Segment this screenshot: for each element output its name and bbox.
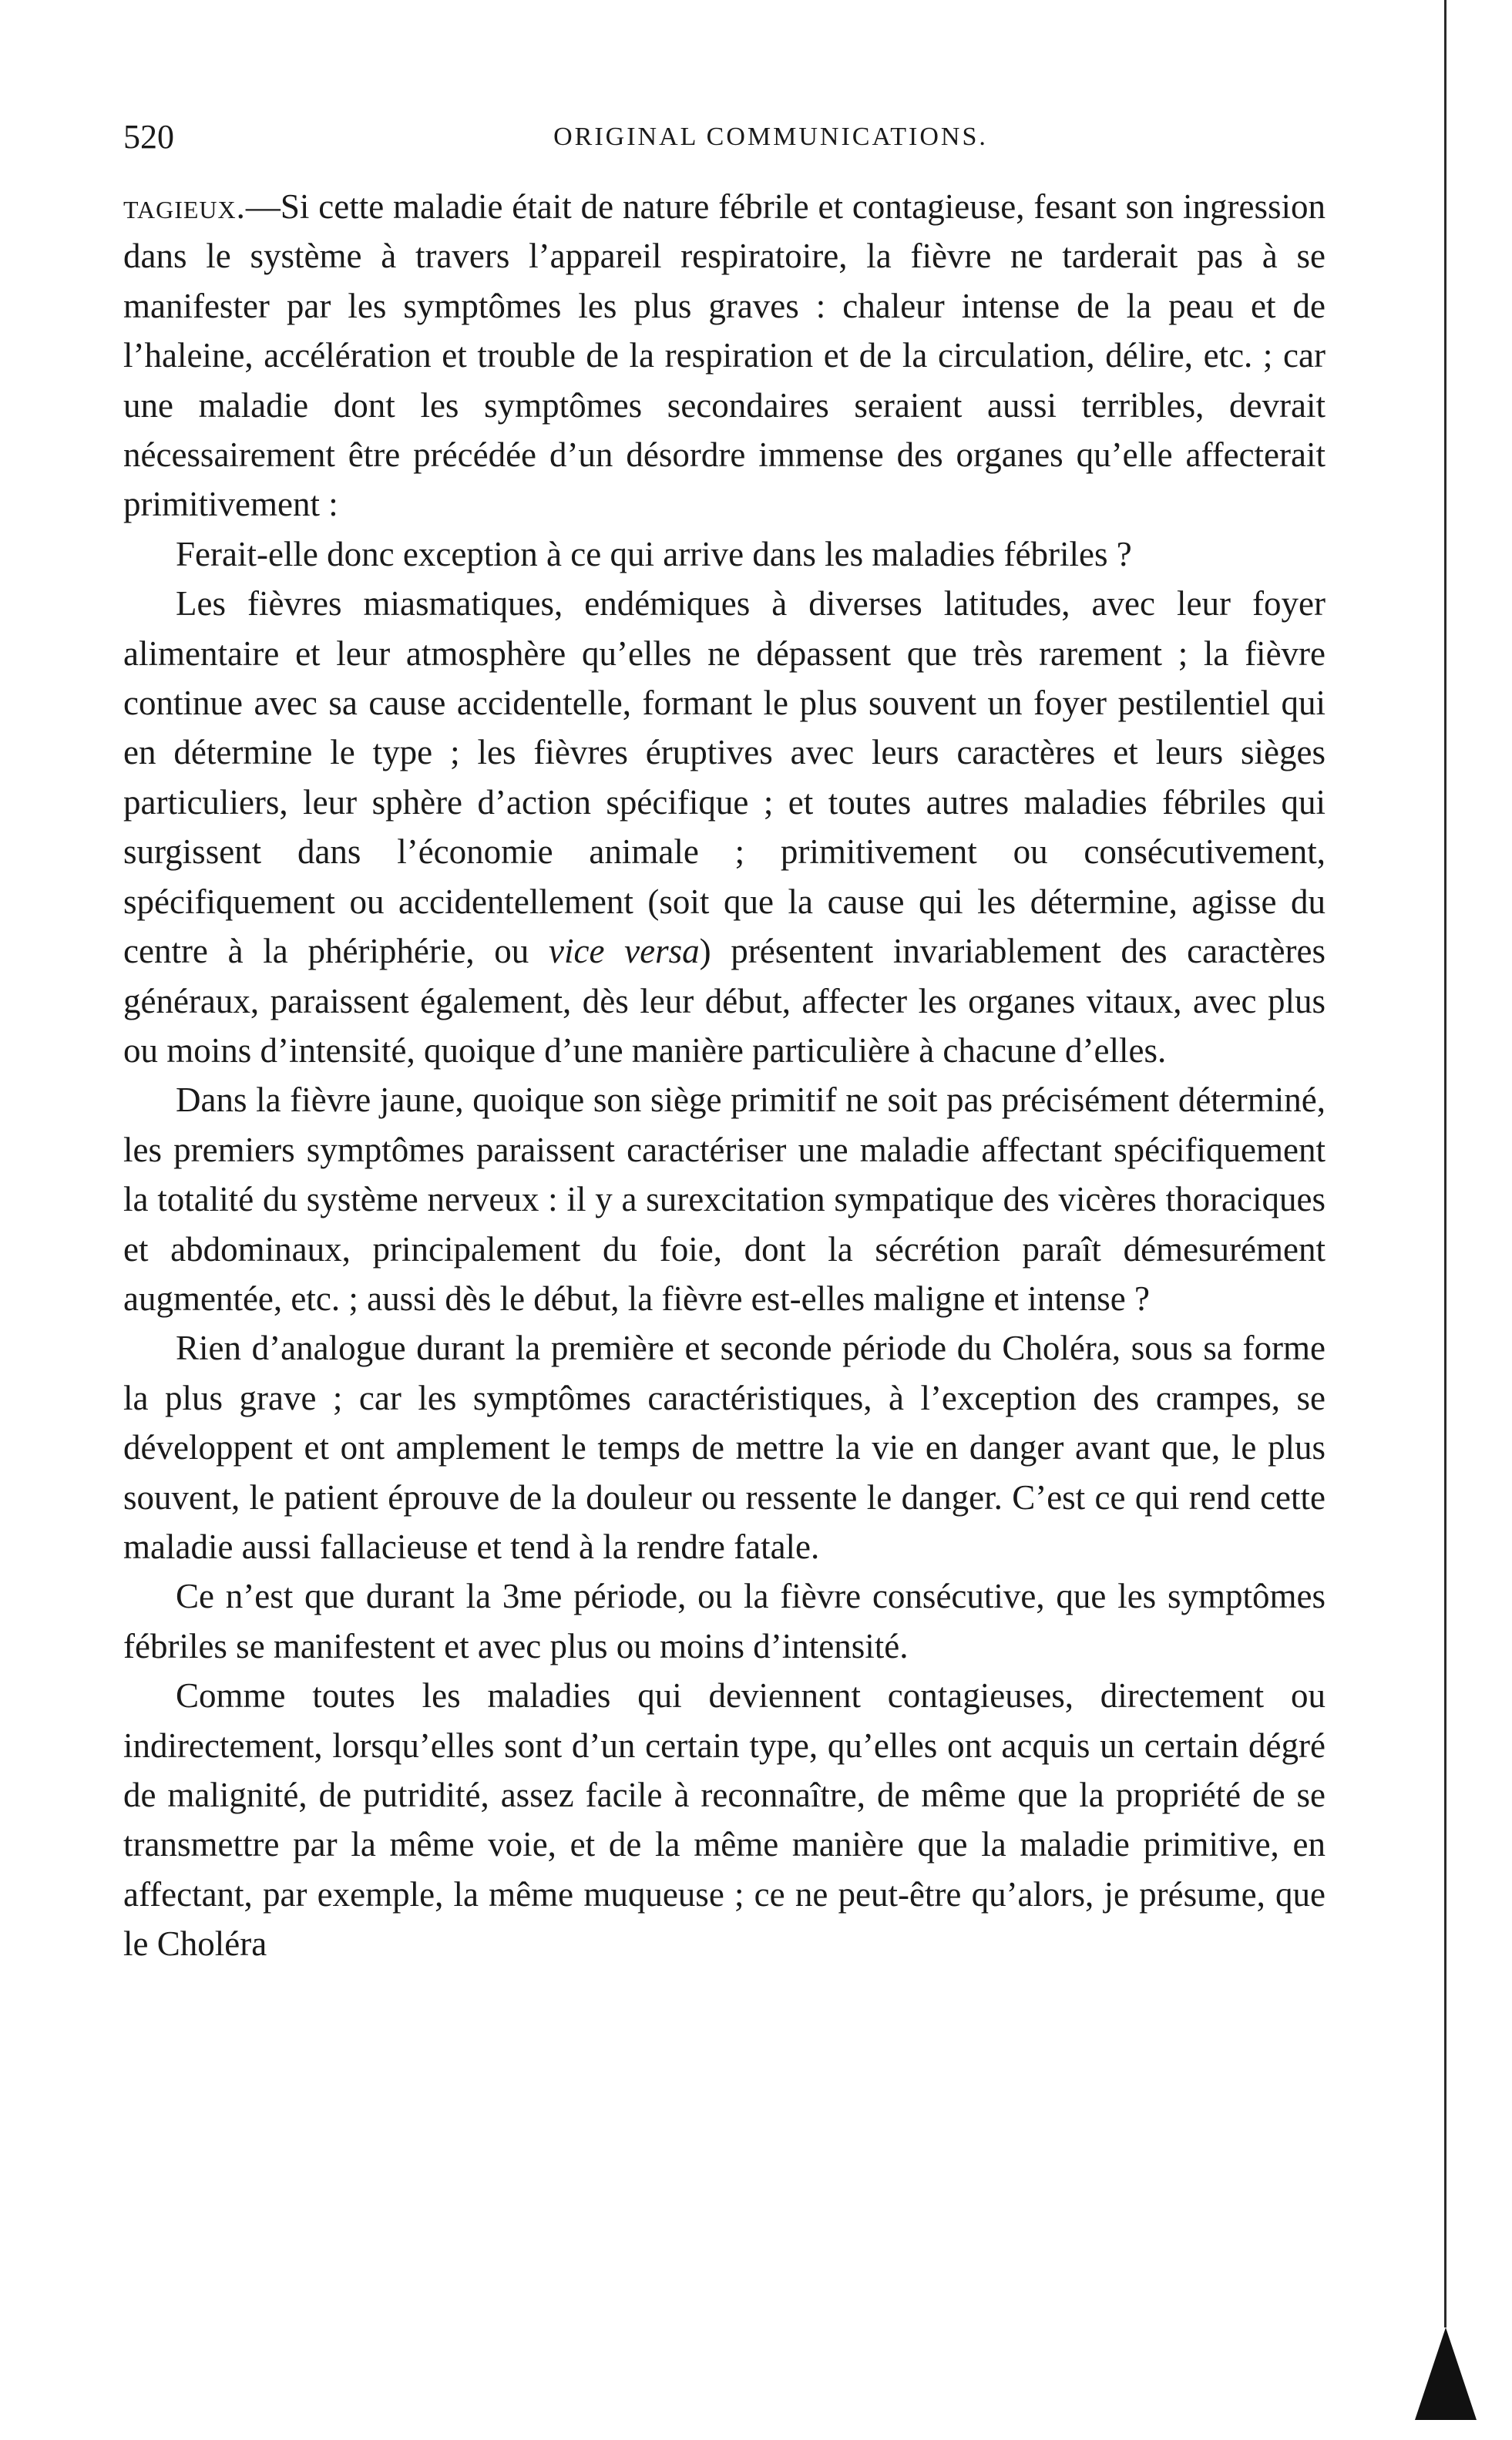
paragraph-4: Dans la fièvre jaune, quoique son siège primitif ne soit pas précisément déterminé, les premiers symptômes paraissent caractériser une maladie affectant spécifiquement la totalité du système nerveux : il y a surexcitation sympatique des vicères thoraciques et abdominaux, principalement du foie, dont la sécrétion paraît démesurément augmentée, etc. ; aussi dès le début, la fièvre est-elles maligne et intense ? (123, 1081, 1326, 1318)
continued-word: tagieux. (123, 187, 246, 226)
paragraph-6: Ce n’est que durant la 3me période, ou la fièvre consécutive, que les symptômes fébriles se manifestent et avec plus ou moins d’intensité. (123, 1577, 1326, 1665)
paragraph-1 (123, 182, 1326, 529)
paragraph-2: Ferait-elle donc exception à ce qui arrive dans les maladies fébriles ? (176, 534, 1132, 573)
paragraph-1-text: —Si cette maladie était de nature fébrile et contagieuse, fesant son ingression dans le système à travers l’appareil respiratoire, la fièvre ne tarderait pas à se manifester par les symptômes les plus graves : chaleur intense de la peau et de l’haleine, accélération et trouble de la respiration et de la circulation, délire, etc. ; car une maladie dont les symptômes secondaires seraient aussi terribles, devrait nécessairement être précédée d’un désordre immense des organes qu’elle affecterait primitivement : (123, 187, 1326, 524)
page-edge-mark (1415, 2327, 1477, 2420)
body-text (123, 182, 1326, 1969)
page-header (123, 114, 1356, 160)
running-title: ORIGINAL COMMUNICATIONS. (553, 123, 988, 151)
paragraph-3-text-after: ) présentent invariablement des caractères généraux, paraissent également, dès leur début, affecter les organes vitaux, avec plus ou moins d’intensité, quoique d’une manière particulière à chacune d’elles. (123, 932, 1326, 1070)
page-number: 520 (123, 118, 174, 156)
page-edge-line (1444, 0, 1446, 2327)
paragraph-5: Rien d’analogue durant la première et seconde période du Choléra, sous sa forme la plus grave ; car les symptômes caractéristiques, à l’exception des crampes, se développent et ont amplement le temps de mettre la vie en danger avant que, le plus souvent, le patient éprouve de la douleur ou ressente le danger. C’est ce qui rend cette maladie aussi fallacieuse et tend à la rendre fatale. (123, 1329, 1326, 1566)
paragraph-3-text-before: Les fièvres miasmatiques, endémiques à diverses latitudes, avec leur foyer alimentaire et leur atmosphère qu’elles ne dépassent que très rarement ; la fièvre continue avec sa cause accidentelle, formant le plus souvent un foyer pestilentiel qui en détermine le type ; les fièvres éruptives avec leurs caractères et leurs sièges particuliers, leur sphère d’action spécifique ; et toutes autres maladies fébriles qui surgissent dans l’économie animale ; primitivement ou consécutivement, spécifiquement ou accidentellement (soit que la cause qui les détermine, agisse du centre à la phériphérie, ou (123, 584, 1326, 971)
paragraph-7: Comme toutes les maladies qui deviennent contagieuses, directement ou indirectement, lorsqu’elles sont d’un certain type, qu’elles ont acquis un certain dégré de malignité, de putridité, assez facile à reconnaître, de même que la propriété de se transmettre par la même voie, et de la même manière que la maladie primitive, en affectant, par exemple, la même muqueuse ; ce ne peut-être qu’alors, je présume, que le Choléra (123, 1676, 1326, 1964)
italic-phrase: vice versa (549, 932, 700, 971)
paragraph-3 (123, 579, 1326, 1075)
